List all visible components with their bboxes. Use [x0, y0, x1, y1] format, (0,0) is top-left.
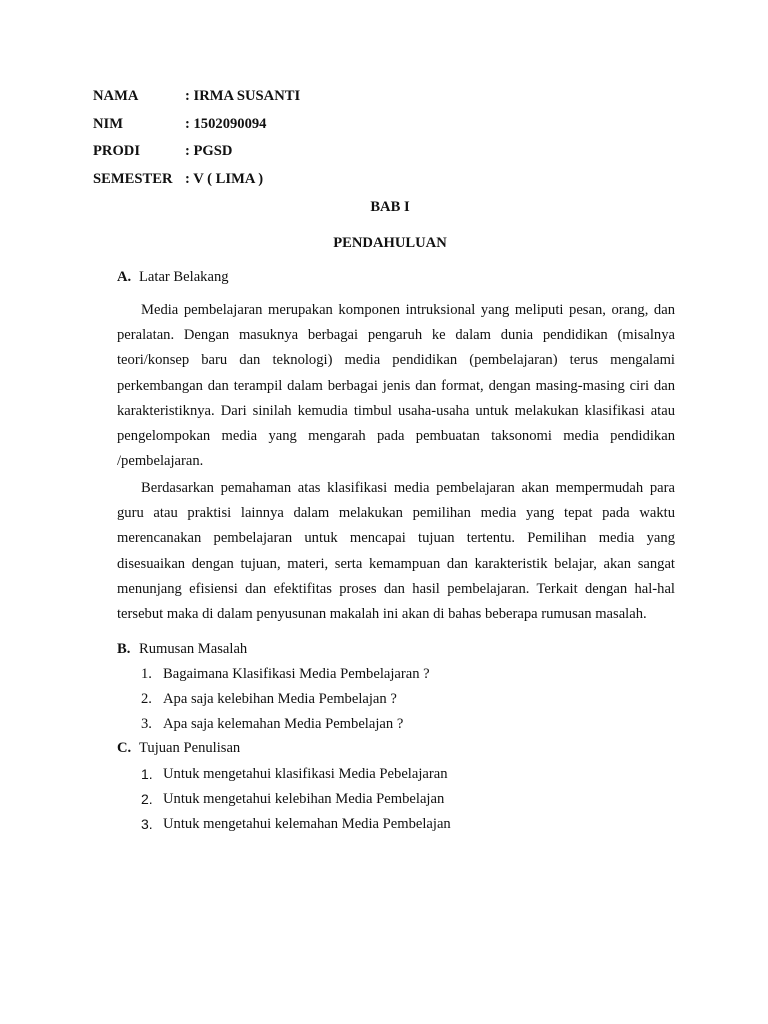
identity-row-nama — [93, 86, 300, 114]
list-text: Untuk mengetahui kelebihan Media Pembelajan — [163, 791, 445, 807]
identity-value: : V ( LIMA ) — [185, 170, 264, 187]
list-number: 1. — [141, 766, 153, 782]
list-number: 3. — [141, 816, 153, 832]
student-identity-block — [93, 86, 300, 196]
identity-label: NIM — [93, 115, 123, 132]
list-item — [141, 814, 451, 839]
list-item — [141, 714, 430, 739]
identity-value: : IRMA SUSANTI — [185, 88, 301, 104]
list-item — [141, 789, 451, 814]
list-text: Untuk mengetahui kelemahan Media Pembelajan — [163, 816, 451, 832]
identity-label: SEMESTER — [93, 170, 173, 187]
paragraph-latar-belakang-2: Berdasarkan pemahaman atas klasifikasi media pembelajaran akan mempermudah para guru atau praktisi lainnya dalam melakukan pemilihan media yang tepat pada waktu merencanakan pembelajaran untuk mencapai tujuan tertentu. Pemilihan media yang disesuaikan dengan tujuan, materi, serta kemampuan dan karakteristik belajar, akan sangat menunjang efisiensi dan efektifitas proses dan hasil pembelajaran. Terkait dengan hal-hal tersebut maka di dalam penyusunan makalah ini akan di bahas beberapa rumusan masalah. — [117, 480, 675, 623]
list-item — [141, 664, 430, 689]
section-title: Rumusan Masalah — [139, 641, 248, 657]
identity-label: PRODI — [93, 143, 141, 159]
list-text: Bagaimana Klasifikasi Media Pembelajaran ? — [163, 666, 430, 682]
list-item — [141, 689, 430, 714]
section-letter: B. — [117, 641, 131, 657]
list-number: 2. — [141, 691, 152, 707]
identity-row-nim — [93, 114, 300, 142]
list-number: 3. — [141, 716, 152, 732]
identity-label: NAMA — [93, 88, 139, 104]
list-text: Untuk mengetahui klasifikasi Media Pebelajaran — [163, 766, 448, 782]
section-c-heading — [117, 738, 240, 758]
chapter-title: PENDAHULUAN — [333, 235, 447, 251]
identity-value: : PGSD — [185, 143, 233, 159]
list-text: Apa saja kelemahan Media Pembelajan ? — [163, 716, 404, 732]
list-text: Apa saja kelebihan Media Pembelajan ? — [163, 691, 397, 707]
paragraph-latar-belakang-1: Media pembelajaran merupakan komponen intruksional yang meliputi pesan, orang, dan peralatan. Dengan masuknya berbagai pengaruh ke dalam dunia pendidikan (misalnya teori/konsep baru dan teknologi) media pendidikan (pembelajaran) terus mengalami perkembangan dan terampil dalam berbagai jenis dan format, dengan masing-masing ciri dan karakteristiknya. Dari sinilah kemudia timbul usaha-usaha untuk melakukan klasifikasi atau pengelompokan media yang mengarah pada pembuatan taksonomi media pendidikan /pembelajaran. — [117, 302, 675, 470]
section-b-heading — [117, 639, 247, 659]
identity-row-semester — [93, 169, 300, 197]
section-title: Latar Belakang — [139, 269, 229, 285]
section-a-heading — [117, 267, 229, 287]
tujuan-penulisan-list — [141, 764, 451, 839]
section-letter: A. — [117, 269, 132, 285]
section-title: Tujuan Penulisan — [139, 740, 241, 756]
section-letter: C. — [117, 740, 132, 756]
identity-value: : 1502090094 — [185, 115, 267, 132]
rumusan-masalah-list — [141, 664, 430, 739]
list-item — [141, 764, 451, 789]
identity-row-prodi — [93, 141, 300, 169]
list-number: 2. — [141, 791, 153, 807]
chapter-number: BAB I — [370, 199, 410, 215]
list-number: 1. — [141, 666, 152, 682]
